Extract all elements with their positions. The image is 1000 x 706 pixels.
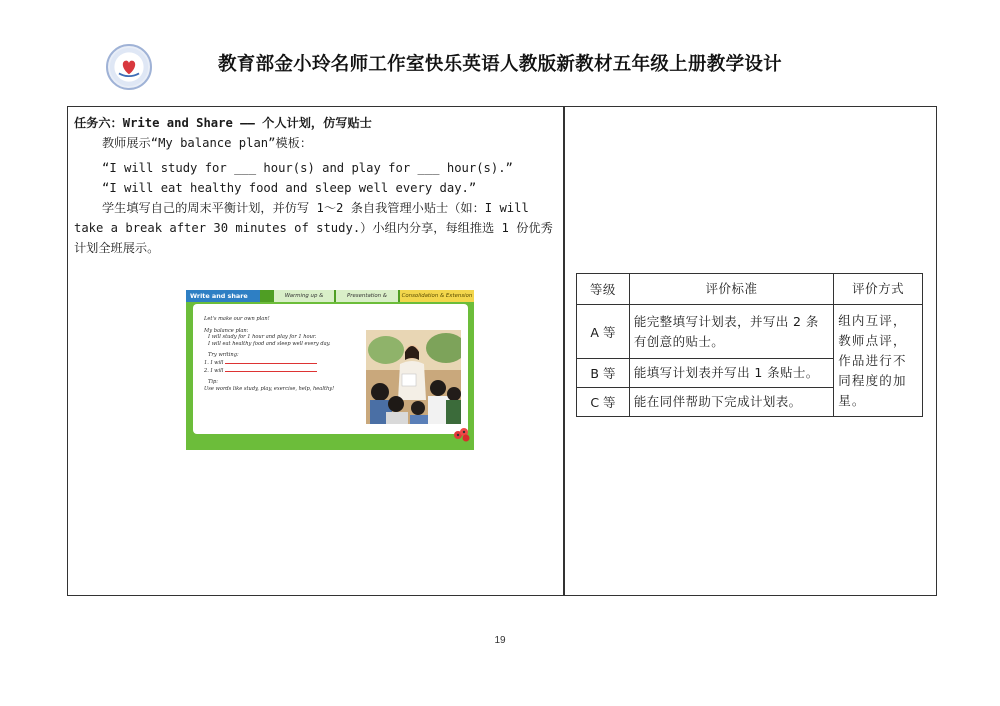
blank-line-1 xyxy=(225,359,317,364)
slide-plan-title: My balance plan: xyxy=(204,327,249,334)
slide-tab-write-and-share: Write and share xyxy=(186,290,260,302)
slide-tab-consolidation: Consolidation & Extension xyxy=(400,290,474,302)
column-divider xyxy=(563,106,565,596)
task-description xyxy=(74,113,558,258)
grade-cell: C 等 xyxy=(577,388,630,417)
slide-try-label: Try writing: xyxy=(208,352,239,359)
slide-blank-2: 2. I will xyxy=(204,367,224,374)
slide-lead: Let's make our own plan! xyxy=(204,316,270,322)
blank-line-2 xyxy=(225,367,317,372)
header-method: 评价方式 xyxy=(834,274,923,305)
slide-tip-text: Use words like study, play, exercise, help, healthy! xyxy=(204,385,335,392)
template-quote-2: “I will eat healthy food and sleep well every day.” xyxy=(102,181,477,195)
page-number: 19 xyxy=(494,635,506,646)
slide-plan-line-1: I will study for 1 hour and play for 1 hour. xyxy=(208,334,317,341)
flower-decoration-icon xyxy=(452,426,472,444)
header-criteria: 评价标准 xyxy=(629,274,833,305)
slide-text xyxy=(204,316,364,392)
method-cell: 组内互评，教师点评，作品进行不同程度的加星。 xyxy=(834,305,923,417)
evaluation-table xyxy=(576,273,923,417)
slide-tab-bar xyxy=(186,290,474,302)
activity-paragraph: 学生填写自己的周末平衡计划，并仿写 1～2 条自我管理小贴士（如：I will take a break after 30 minutes of study.）小组内分享，每组推选 1 份优秀计划全班展示。 xyxy=(74,201,553,255)
document-title: 教育部金小玲名师工作室快乐英语人教版新教材五年级上册教学设计 xyxy=(217,54,782,75)
slide-plan-line-2: I will eat healthy food and sleep well every day. xyxy=(208,340,331,347)
task-heading: 任务六：Write and Share —— 个人计划，仿写贴士 xyxy=(74,116,372,130)
criteria-cell: 能完整填写计划表，并写出 2 条有创意的贴士。 xyxy=(629,305,833,359)
grade-cell: A 等 xyxy=(577,305,630,359)
criteria-cell: 能填写计划表并写出 1 条贴士。 xyxy=(629,359,833,388)
teacher-with-students-photo xyxy=(366,330,461,424)
criteria-cell: 能在同伴帮助下完成计划表。 xyxy=(629,388,833,417)
studio-emblem-icon xyxy=(106,44,152,90)
grade-cell: B 等 xyxy=(577,359,630,388)
header-grade: 等级 xyxy=(577,274,630,305)
slide-tip-label: Tip: xyxy=(208,379,219,386)
slide-tab-warming-up: Warming up & xyxy=(274,290,334,302)
table-header-row xyxy=(577,274,923,305)
table-row xyxy=(577,305,923,359)
template-intro: 教师展示“My balance plan”模板： xyxy=(102,136,313,150)
template-quote-1: “I will study for ___ hour(s) and play for ___ hour(s).” xyxy=(102,161,513,175)
slide-tab-presentation: Presentation & xyxy=(336,290,398,302)
slide-blank-1: 1. I will xyxy=(204,359,224,366)
